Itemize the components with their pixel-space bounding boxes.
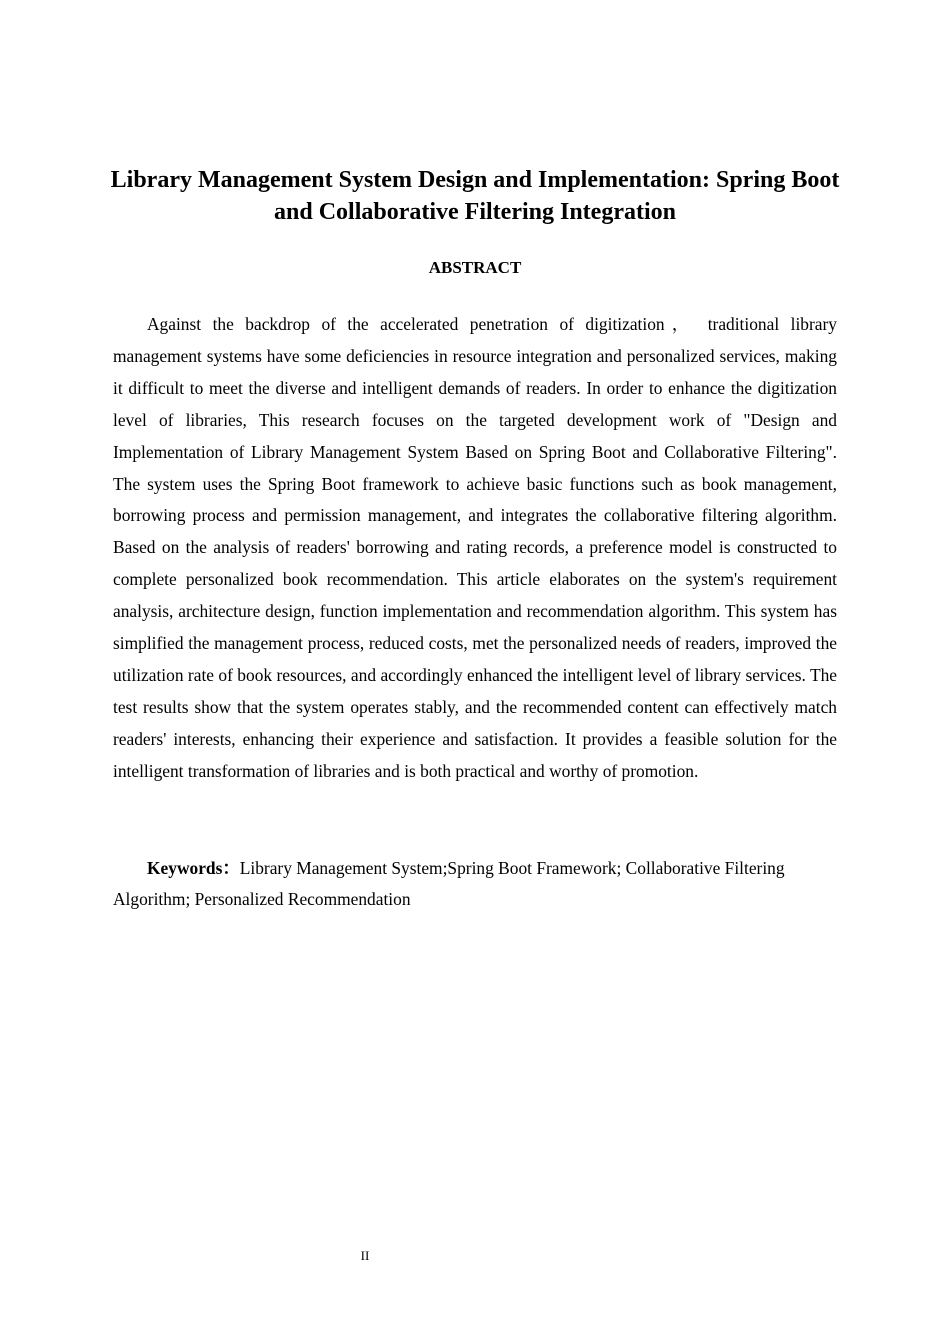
keywords-list: Library Management System;Spring Boot Framework; Collaborative Filtering Algorithm; Personalized Recommendation — [113, 858, 785, 909]
abstract-paragraph: Against the backdrop of the accelerated penetration of digitization， traditional library management systems have some deficiencies in resource integration and personalized services, making it difficult to meet the diverse and intelligent demands of readers. In order to enhance the digitization level of libraries, This research focuses on the targeted development work of "Design and Implementation of Library Management System Based on Spring Boot and Collaborative Filtering". The system uses the Spring Boot framework to achieve basic functions such as book management, borrowing process and permission management, and integrates the collaborative filtering algorithm. Based on the analysis of readers' borrowing and rating records, a preference model is constructed to complete personalized book recommendation. This article elaborates on the system's requirement analysis, architecture design, function implementation and recommendation algorithm. This system has simplified the management process, reduced costs, met the personalized needs of readers, improved the utilization rate of book resources, and accordingly enhanced the intelligent level of library services. The test results show that the system operates stably, and the recommended content can effectively match readers' interests, enhancing their experience and satisfaction. It provides a feasible solution for the intelligent transformation of libraries and is both practical and worthy of promotion. — [113, 314, 837, 781]
abstract-heading: ABSTRACT — [428, 258, 522, 277]
keywords-paragraph — [113, 853, 837, 915]
paper-title: Library Management System Design and Implementation: Spring Boot and Collaborative Filtering Integration — [110, 167, 840, 225]
page-number: II — [360, 1248, 370, 1263]
keywords-label: Keywords： — [147, 858, 240, 878]
